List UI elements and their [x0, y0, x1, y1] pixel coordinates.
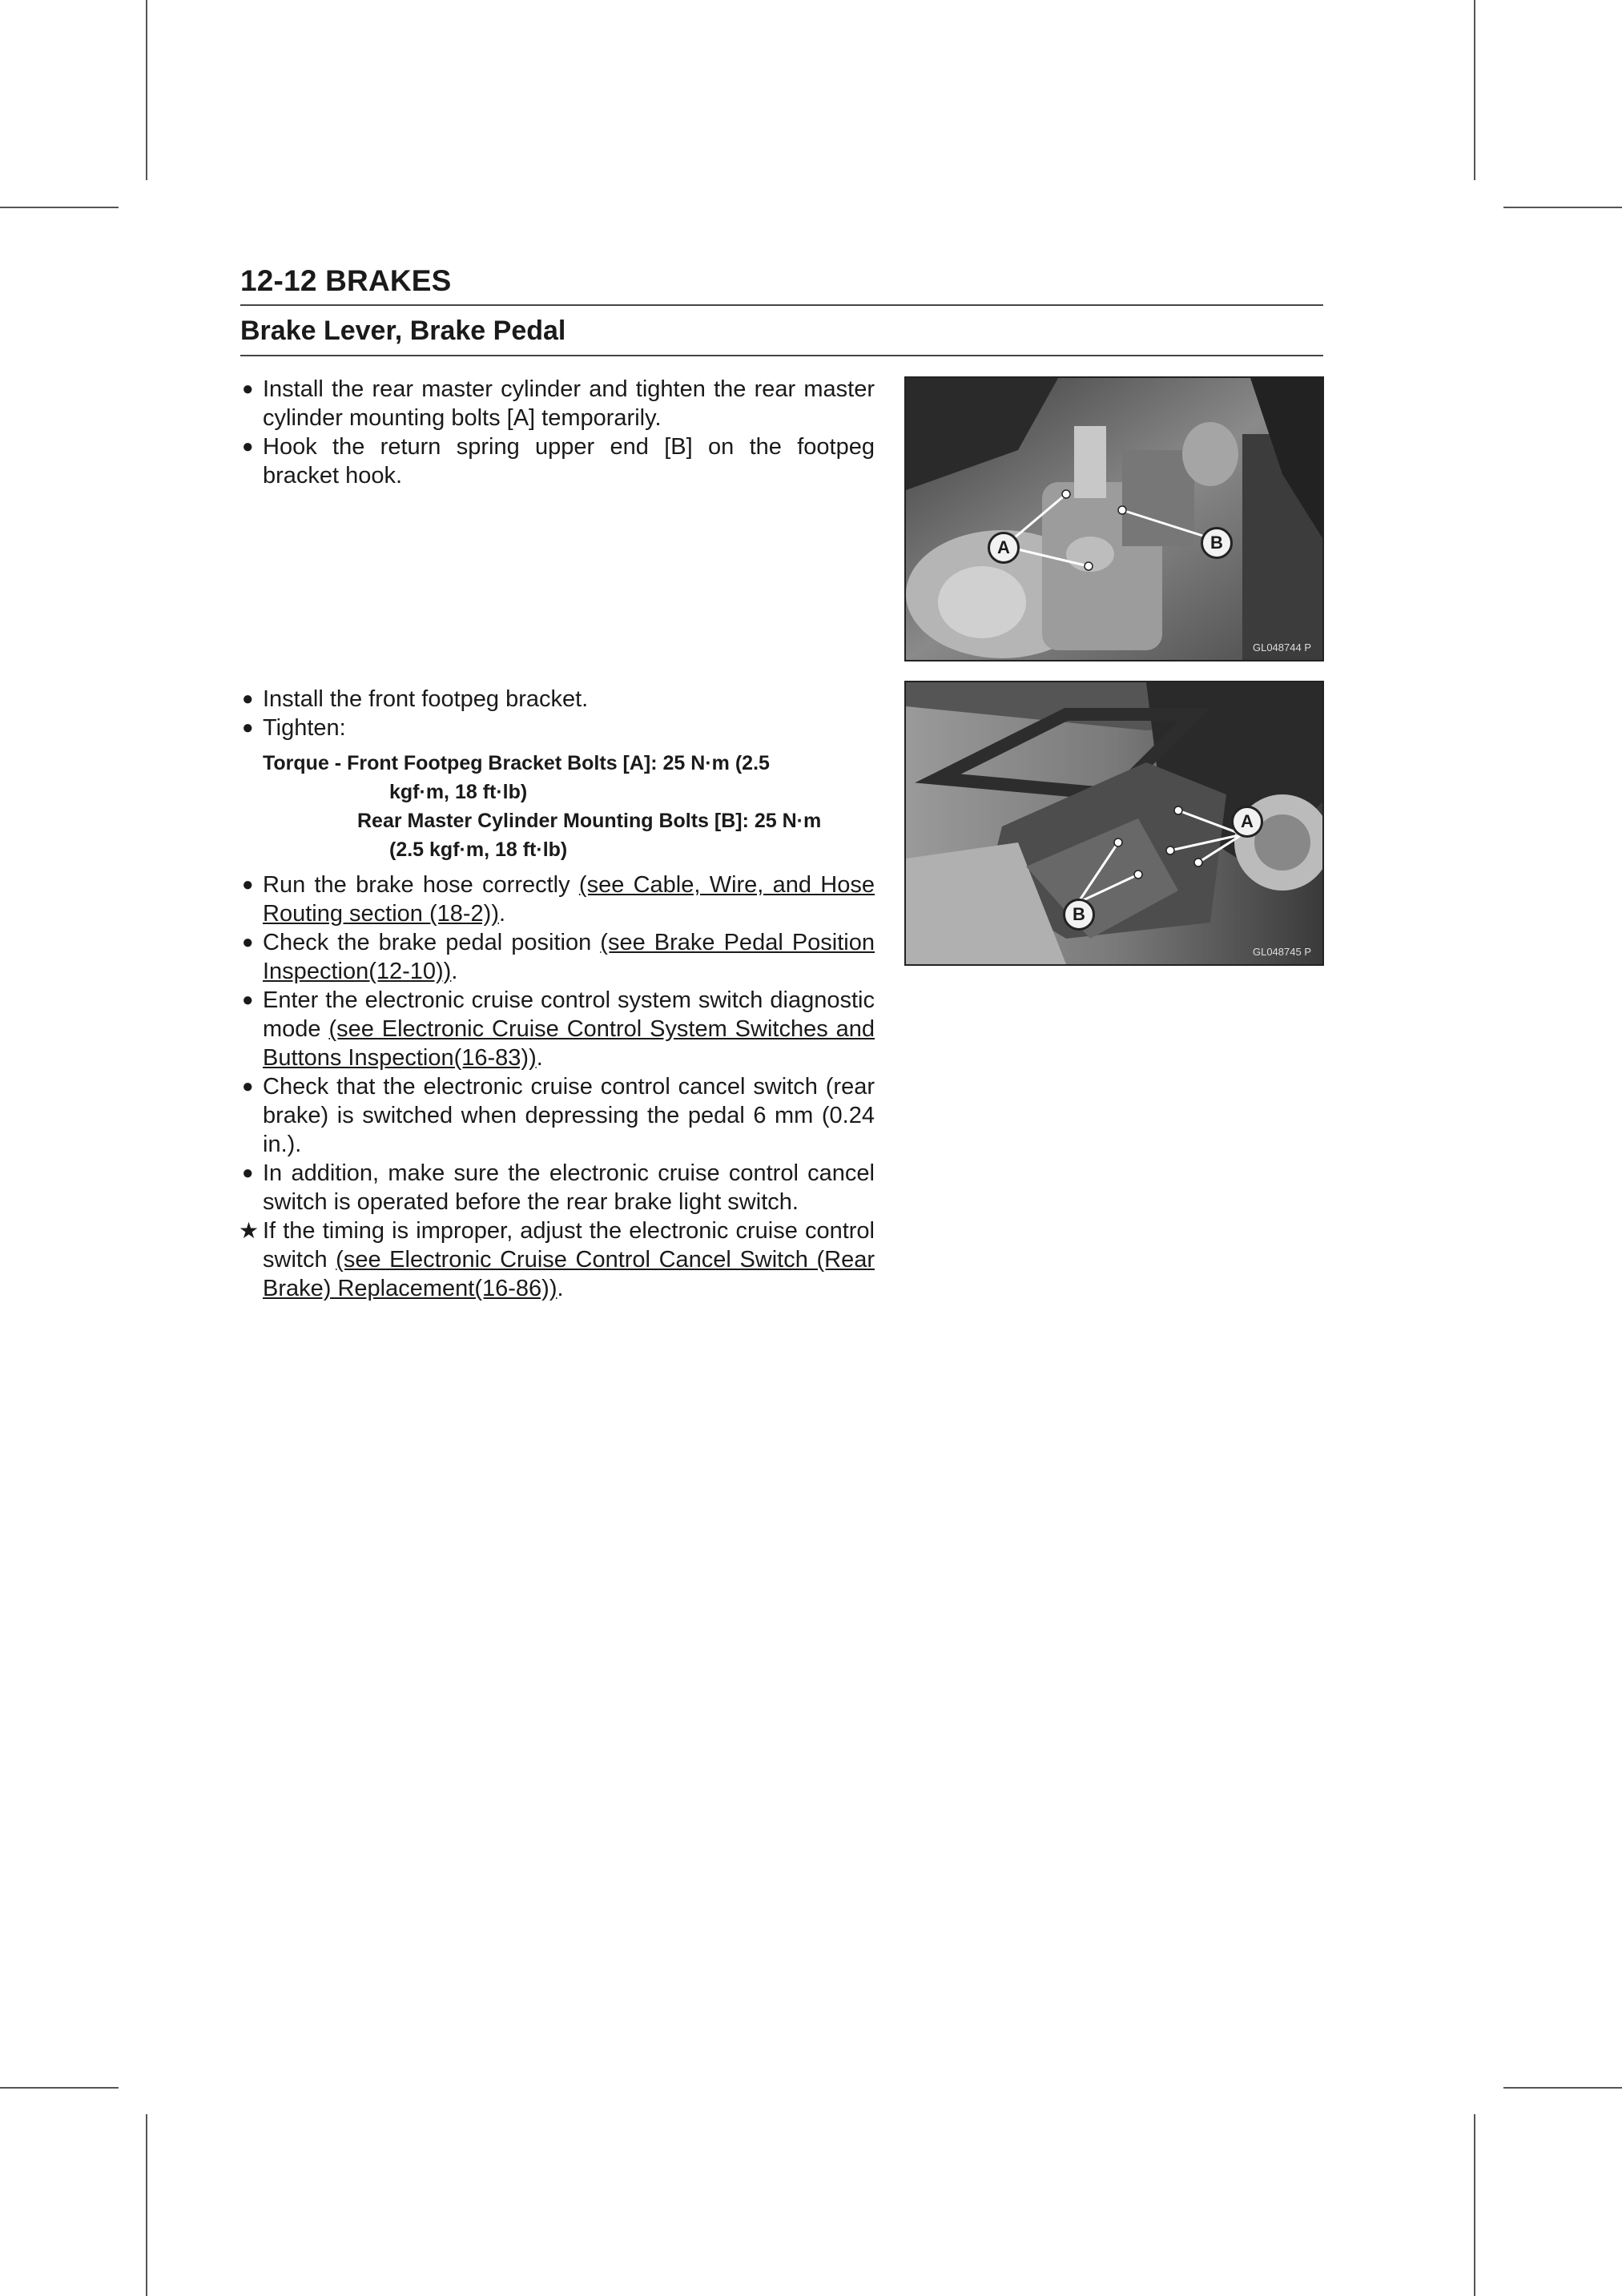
- item-text-end: .: [557, 1276, 564, 1301]
- list-item: [242, 928, 875, 986]
- page-header: [240, 264, 1323, 356]
- item-text: Run the brake hose correctly: [263, 872, 579, 898]
- figure-footpeg-bracket: [904, 681, 1324, 966]
- figure-code: GL048744 P: [1252, 641, 1311, 653]
- callout-a: [988, 532, 1020, 564]
- item-text: Enter the electronic cruise control system switch diagnostic mode: [263, 987, 875, 1042]
- item-text-end: .: [451, 959, 458, 984]
- item-text: Tighten:: [263, 715, 346, 741]
- list-item: [239, 1216, 875, 1303]
- list-item: [242, 1159, 875, 1216]
- crop-mark: [0, 2087, 119, 2089]
- bullet-icon: ●: [242, 874, 254, 895]
- crop-mark: [0, 207, 119, 208]
- callout-b: [1201, 527, 1233, 559]
- bullet-icon: ●: [242, 436, 254, 457]
- bullet-icon: ●: [242, 1162, 254, 1184]
- bullet-icon: ●: [242, 717, 254, 738]
- torque-row: [263, 806, 875, 864]
- item-text: In addition, make sure the electronic cruise control cancel switch is operated before the rear brake light switch.: [263, 1160, 875, 1215]
- list-item: [242, 432, 875, 490]
- page-number: 12-12 BRAKES: [240, 264, 1323, 306]
- item-text-end: .: [536, 1045, 543, 1071]
- item-text: Hook the return spring upper end [B] on the footpeg bracket hook.: [263, 434, 875, 489]
- cross-reference-link[interactable]: (see Electronic Cruise Control Cancel Switch (Rear Brake) Replacement(16-86)): [263, 1247, 875, 1301]
- list-item: [242, 685, 875, 714]
- instructions-block-2: [239, 685, 875, 1303]
- torque-value-cont: kgf·m, 18 ft·lb): [389, 781, 528, 803]
- cross-reference-link[interactable]: (see Brake Pedal Position Inspection(12-10)): [263, 930, 875, 984]
- crop-mark: [1503, 207, 1622, 208]
- bullet-icon: ●: [242, 931, 254, 953]
- instructions-block-1: [242, 375, 875, 490]
- bullet-icon: ●: [242, 989, 254, 1011]
- section-title: Brake Lever, Brake Pedal: [240, 316, 1323, 356]
- photo-illustration: [906, 378, 1322, 660]
- item-text: If the timing is improper, adjust the electronic cruise control switch: [263, 1218, 875, 1273]
- torque-label: Torque -: [263, 752, 342, 774]
- item-text: Check the brake pedal position: [263, 930, 601, 955]
- callout-letter: A: [997, 537, 1010, 557]
- list-item: [242, 871, 875, 928]
- item-text-end: .: [498, 901, 506, 927]
- list-item: [242, 375, 875, 432]
- list-item: [242, 1072, 875, 1159]
- crop-mark: [1474, 0, 1475, 180]
- torque-value: Rear Master Cylinder Mounting Bolts [B]: 25 N·m: [357, 810, 822, 832]
- torque-spec: [263, 749, 875, 864]
- item-text: Install the rear master cylinder and tighten the rear master cylinder mounting bolts [A] temporarily.: [263, 376, 875, 431]
- callout-b: [1063, 899, 1095, 931]
- list-item: [242, 714, 875, 742]
- bullet-icon: ●: [242, 1076, 254, 1097]
- cross-reference-link[interactable]: (see Cable, Wire, and Hose Routing section (18-2)): [263, 872, 875, 927]
- figure-code: GL048745 P: [1252, 946, 1311, 958]
- cross-reference-link[interactable]: (see Electronic Cruise Control System Switches and Buttons Inspection(16-83)): [263, 1016, 875, 1071]
- torque-row: [263, 749, 875, 806]
- callout-letter: A: [1241, 811, 1254, 831]
- item-text: Check that the electronic cruise control cancel switch (rear brake) is switched when depressing the pedal 6 mm (0.24 in.).: [263, 1074, 875, 1157]
- crop-mark: [146, 0, 147, 180]
- bullet-icon: ●: [242, 378, 254, 400]
- bullet-icon: ●: [242, 688, 254, 710]
- figure-rear-master-cylinder: [904, 376, 1324, 661]
- callout-letter: B: [1073, 904, 1085, 924]
- crop-mark: [1503, 2087, 1622, 2089]
- item-text: Install the front footpeg bracket.: [263, 686, 589, 712]
- list-item: [242, 986, 875, 1072]
- callout-a: [1231, 806, 1263, 838]
- callout-letter: B: [1210, 533, 1223, 553]
- star-icon: ★: [239, 1218, 260, 1243]
- torque-value: Front Footpeg Bracket Bolts [A]: 25 N·m (2.5: [347, 752, 770, 774]
- crop-mark: [146, 2114, 147, 2296]
- torque-value-cont: (2.5 kgf·m, 18 ft·lb): [389, 838, 568, 861]
- crop-mark: [1474, 2114, 1475, 2296]
